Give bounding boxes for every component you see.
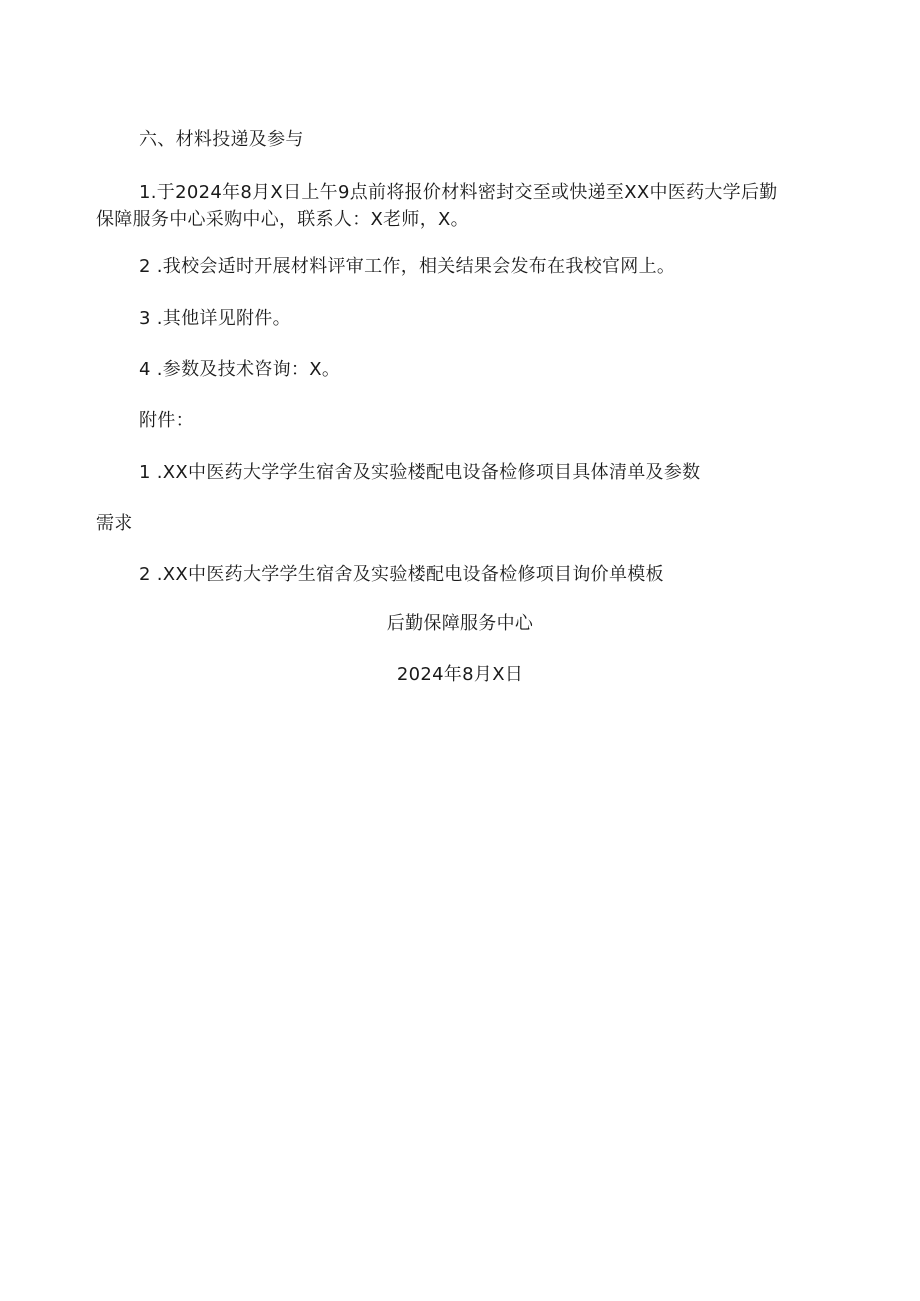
list-item-1-line-1: 1.于2024年8月X日上午9点前将报价材料密封交至或快递至XX中医药大学后勤 — [139, 182, 778, 203]
list-item-2: 2 .我校会适时开展材料评审工作，相关结果会发布在我校官网上。 — [139, 256, 676, 277]
list-item-4: 4 .参数及技术咨询：X。 — [139, 359, 341, 380]
signature-org: 后勤保障服务中心 — [386, 613, 534, 634]
attachment-1-line-1: 1 .XX中医药大学学生宿舍及实验楼配电设备检修项目具体清单及参数 — [139, 462, 701, 483]
list-item-3: 3 .其他详见附件。 — [139, 308, 291, 329]
section-heading: 六、材料投递及参与 — [139, 129, 304, 150]
signature-date: 2024年8月X日 — [396, 664, 524, 685]
attachments-label: 附件： — [139, 410, 194, 431]
attachment-1-line-2: 需求 — [96, 513, 133, 534]
list-item-1-line-2: 保障服务中心采购中心，联系人：X老师，X。 — [96, 209, 469, 230]
attachment-2: 2 .XX中医药大学学生宿舍及实验楼配电设备检修项目询价单模板 — [139, 564, 664, 585]
